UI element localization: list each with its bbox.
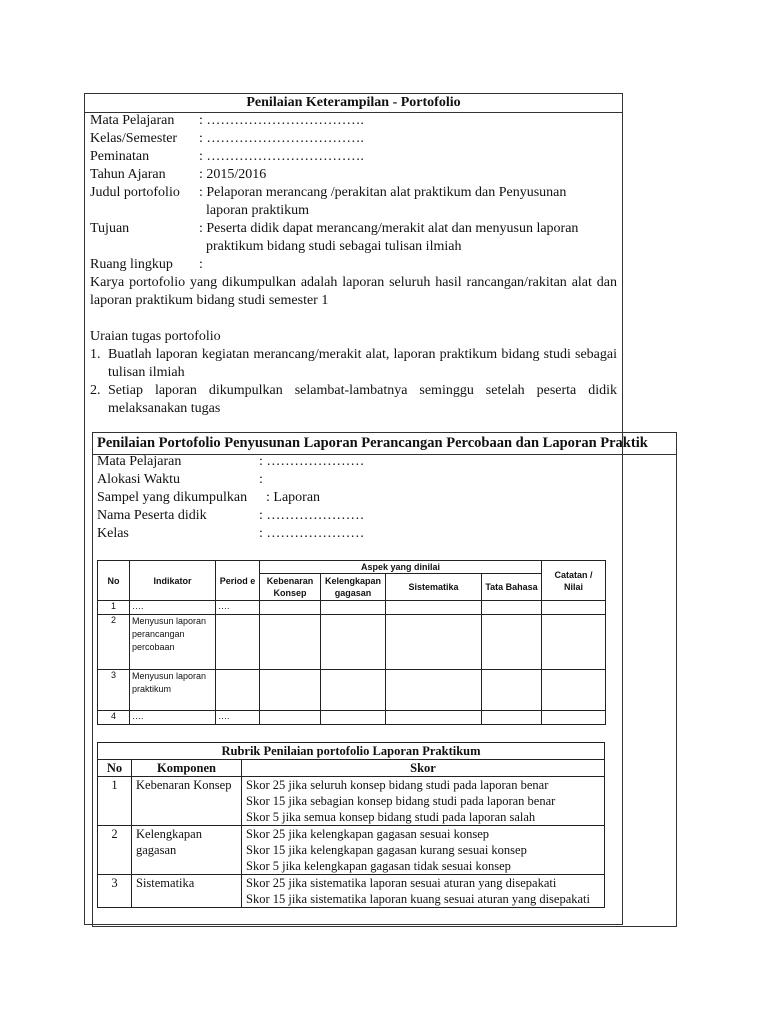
rubrik-table xyxy=(97,742,605,908)
cell-empty xyxy=(260,615,321,670)
table-row xyxy=(98,711,606,725)
cell-periode: …. xyxy=(216,601,260,615)
field-label: Tujuan xyxy=(90,221,130,236)
field-label: Tahun Ajaran xyxy=(90,167,166,182)
table-row xyxy=(98,670,606,711)
table-row xyxy=(98,601,606,615)
field-value: : 2015/2016 xyxy=(199,167,267,182)
cell-empty xyxy=(321,711,386,725)
field-judul-portofolio xyxy=(90,184,566,202)
skor-line: Skor 15 jika kelengkapan gagasan kurang sesuai konsep xyxy=(246,843,527,857)
field-value: : xyxy=(199,257,203,272)
field-label: Kelas/Semester xyxy=(90,131,178,146)
cell-empty xyxy=(386,670,482,711)
field-value: : Peserta didik dapat merancang/merakit alat dan menyusun laporan xyxy=(199,221,579,236)
rubrik-header-skor: Skor xyxy=(242,760,605,777)
rubrik-komponen: Sistematika xyxy=(132,875,242,908)
task-number: 2. xyxy=(90,383,101,398)
field-label: Mata Pelajaran xyxy=(90,113,175,128)
portfolio-title: Penilaian Keterampilan - Portofolio xyxy=(84,93,623,113)
cell-periode xyxy=(216,615,260,670)
skor-line: Skor 15 jika sistematika laporan kuang sesuai aturan yang disepakati xyxy=(246,892,591,906)
penilaian-field-value: : xyxy=(259,472,263,487)
task-list xyxy=(90,346,617,418)
penilaian-field-value: : ………………… xyxy=(259,508,365,523)
penilaian-field-value: : ………………… xyxy=(259,526,365,541)
header-indikator: Indikator xyxy=(130,561,216,601)
penilaian-field-label: Alokasi Waktu xyxy=(97,472,180,487)
rubrik-skor xyxy=(242,777,605,826)
cell-no: 4 xyxy=(98,711,130,725)
cell-indikator: …. xyxy=(130,711,216,725)
cell-empty xyxy=(260,670,321,711)
field-judul-continuation: laporan praktikum xyxy=(206,203,310,218)
header-periode: Period e xyxy=(216,561,260,601)
header-tata-bahasa: Tata Bahasa xyxy=(482,574,542,601)
cell-indikator: Menyusun laporan perancangan percobaan xyxy=(130,615,216,670)
rubrik-row xyxy=(98,826,605,875)
cell-empty xyxy=(386,615,482,670)
task-text: Buatlah laporan kegiatan merancang/merakit alat, laporan praktikum bidang studi sebagai tulisan ilmiah xyxy=(108,347,617,380)
task-item xyxy=(90,346,617,382)
cell-empty xyxy=(260,711,321,725)
field-value: : ……………………………. xyxy=(199,149,364,164)
cell-empty xyxy=(542,670,606,711)
task-number: 1. xyxy=(90,347,101,362)
penilaian-field-value: : ………………… xyxy=(259,454,365,469)
skor-line: Skor 25 jika seluruh konsep bidang studi pada laporan benar xyxy=(246,778,549,792)
cell-indikator: …. xyxy=(130,601,216,615)
cell-no: 1 xyxy=(98,601,130,615)
cell-periode: …. xyxy=(216,711,260,725)
field-label: Peminatan xyxy=(90,149,150,164)
uraian-title: Uraian tugas portofolio xyxy=(90,329,221,344)
penilaian-title: Penilaian Portofolio Penyusunan Laporan Perancangan Percobaan dan Laporan Praktik xyxy=(92,432,677,455)
field-mata-pelajaran xyxy=(90,112,364,130)
skor-line: Skor 15 jika sebagian konsep bidang studi pada laporan benar xyxy=(246,794,556,808)
cell-empty xyxy=(542,711,606,725)
header-kelengkapan: Kelengkapan gagasan xyxy=(321,574,386,601)
penilaian-field-value: : Laporan xyxy=(266,490,321,505)
cell-indikator: Menyusun laporan praktikum xyxy=(130,670,216,711)
penilaian-field-label: Kelas xyxy=(97,526,129,541)
header-kebenaran: Kebenaran Konsep xyxy=(260,574,321,601)
task-item xyxy=(90,382,617,418)
rubrik-komponen: Kelengkapan gagasan xyxy=(132,826,242,875)
field-peminatan xyxy=(90,148,364,166)
rubrik-row xyxy=(98,777,605,826)
rubrik-row xyxy=(98,875,605,908)
field-value: : ……………………………. xyxy=(199,113,364,128)
task-text: Setiap laporan dikumpulkan selambat-lambatnya seminggu setelah peserta didik melaksanakan tugas xyxy=(108,383,617,416)
skor-line: Skor 25 jika kelengkapan gagasan sesuai konsep xyxy=(246,827,489,841)
field-tujuan xyxy=(90,220,578,238)
field-tahun-ajaran xyxy=(90,166,266,184)
field-label: Judul portofolio xyxy=(90,185,180,200)
cell-empty xyxy=(321,615,386,670)
rubrik-header-no: No xyxy=(98,760,132,777)
header-aspek: Aspek yang dinilai xyxy=(260,561,542,574)
field-label: Ruang lingkup xyxy=(90,257,173,272)
cell-empty xyxy=(260,601,321,615)
cell-no: 2 xyxy=(98,615,130,670)
cell-no: 3 xyxy=(98,670,130,711)
table-row xyxy=(98,615,606,670)
rubrik-no: 1 xyxy=(98,777,132,826)
rubrik-skor xyxy=(242,875,605,908)
cell-empty xyxy=(482,670,542,711)
header-no: No xyxy=(98,561,130,601)
cell-periode xyxy=(216,670,260,711)
rubrik-no: 3 xyxy=(98,875,132,908)
cell-empty xyxy=(321,601,386,615)
rubrik-no: 2 xyxy=(98,826,132,875)
field-value: : ……………………………. xyxy=(199,131,364,146)
field-value: : Pelaporan merancang /perakitan alat praktikum dan Penyusunan xyxy=(199,185,567,200)
rubrik-title: Rubrik Penilaian portofolio Laporan Praktikum xyxy=(98,743,605,760)
rubrik-skor xyxy=(242,826,605,875)
karya-paragraph: Karya portofolio yang dikumpulkan adalah laporan seluruh hasil rancangan/rakitan alat dan laporan praktikum bidang studi semester 1 xyxy=(90,275,617,308)
cell-empty xyxy=(482,615,542,670)
skor-line: Skor 5 jika kelengkapan gagasan tidak sesuai konsep xyxy=(246,859,511,873)
penilaian-field-label: Nama Peserta didik xyxy=(97,508,207,523)
header-catatan: Catatan / Nilai xyxy=(542,561,606,601)
penilaian-field-label: Sampel yang dikumpulkan xyxy=(97,490,248,505)
aspek-table xyxy=(97,560,606,725)
cell-empty xyxy=(386,601,482,615)
cell-empty xyxy=(542,615,606,670)
field-ruang-lingkup xyxy=(90,256,203,274)
penilaian-field-label: Mata Pelajaran xyxy=(97,454,182,469)
header-sistematika: Sistematika xyxy=(386,574,482,601)
rubrik-header-komponen: Komponen xyxy=(132,760,242,777)
cell-empty xyxy=(321,670,386,711)
cell-empty xyxy=(482,711,542,725)
field-tujuan-continuation: praktikum bidang studi sebagai tulisan ilmiah xyxy=(206,239,462,254)
skor-line: Skor 5 jika semua konsep bidang studi pada laporan salah xyxy=(246,810,536,824)
field-kelas-semester xyxy=(90,130,364,148)
cell-empty xyxy=(482,601,542,615)
skor-line: Skor 25 jika sistematika laporan sesuai aturan yang disepakati xyxy=(246,876,557,890)
cell-empty xyxy=(542,601,606,615)
rubrik-komponen: Kebenaran Konsep xyxy=(132,777,242,826)
cell-empty xyxy=(386,711,482,725)
